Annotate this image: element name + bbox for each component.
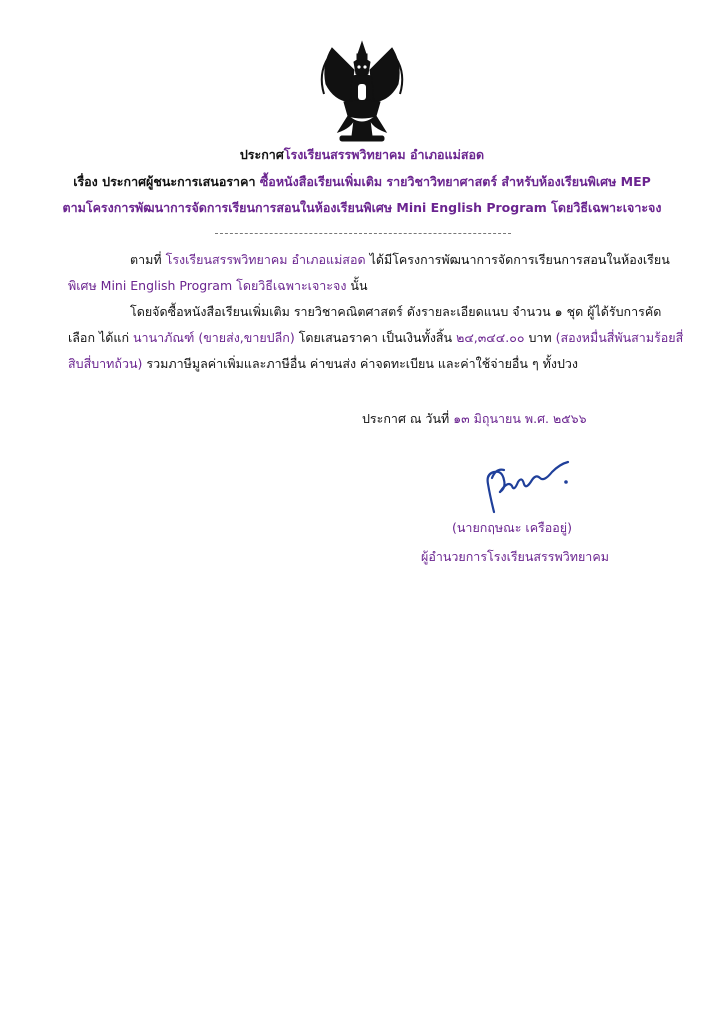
paragraph-2-line-3: สิบสี่บาทถ้วน) รวมภาษีมูลค่าเพิ่มและภาษีอื่น ค่าขนส่ง ค่าจดทะเบียน และค่าใช้จ่ายอื่น ๆ ทั้งปวง	[68, 356, 579, 371]
document-subject: เรื่อง ประกาศผู้ชนะการเสนอราคา ซื้อหนังสือเรียนเพิ่มเติม รายวิชาวิทยาศาสตร์ สำหรับห้องเรียนพิเศษ MEP	[73, 174, 651, 189]
paragraph-2-line-2: เลือก ได้แก่ นานาภัณฑ์ (ขายส่ง,ขายปลีก) โดยเสนอราคา เป็นเงินทั้งสิ้น ๒๔,๓๔๔.๐๐ บาท (สองหมื่นสี่พันสามร้อยสี่	[68, 330, 684, 345]
paragraph-2-line-1: โดยจัดซื้อหนังสือเรียนเพิ่มเติม รายวิชาคณิตศาสตร์ ดังรายละเอียดแนบ จำนวน ๑ ชุด ผู้ได้รับการคัด	[130, 304, 662, 319]
handwritten-signature-icon	[480, 458, 572, 514]
announce-date-line: ประกาศ ณ วันที่ ๑๓ มิถุนายน พ.ศ. ๒๕๖๖	[362, 411, 587, 426]
paragraph-1-line-2: พิเศษ Mini English Program โดยวิธีเฉพาะเจาะจง นั้น	[68, 278, 368, 293]
signer-name: (นายกฤษณะ เครืออยู่)	[452, 520, 572, 535]
paragraph-1-line-1: ตามที่ โรงเรียนสรรพวิทยาคม อำเภอแม่สอด ได้มีโครงการพัฒนาการจัดการเรียนการสอนในห้องเรียน	[130, 252, 670, 267]
document-subject-line2: ตามโครงการพัฒนาการจัดการเรียนการสอนในห้องเรียนพิเศษ Mini English Program โดยวิธีเฉพาะเจาะจง	[62, 200, 662, 215]
garuda-emblem-icon	[314, 40, 410, 144]
signer-title: ผู้อำนวยการโรงเรียนสรรพวิทยาคม	[421, 549, 609, 564]
document-title: ประกาศโรงเรียนสรรพวิทยาคม อำเภอแม่สอด	[239, 147, 485, 162]
divider-line	[215, 233, 511, 234]
